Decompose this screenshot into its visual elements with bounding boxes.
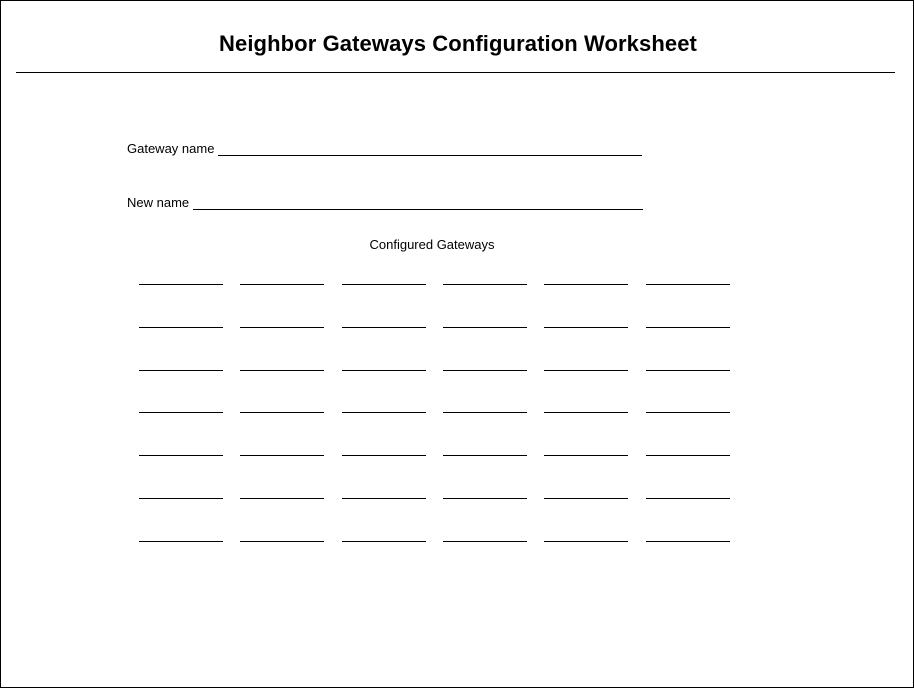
configured-gateway-blank[interactable] [443, 412, 527, 413]
gateway-name-blank[interactable] [218, 155, 642, 156]
new-name-label: New name [127, 195, 190, 210]
configured-gateway-blank[interactable] [240, 370, 324, 371]
configured-gateway-blank[interactable] [139, 541, 223, 542]
configured-gateway-blank[interactable] [443, 327, 527, 328]
title-divider [16, 72, 895, 73]
configured-gateways-heading: Configured Gateways [369, 237, 495, 252]
configured-gateway-blank[interactable] [240, 498, 324, 499]
configured-gateway-blank[interactable] [646, 455, 730, 456]
configured-gateway-blank[interactable] [646, 327, 730, 328]
configured-gateway-blank[interactable] [342, 284, 426, 285]
configured-gateway-blank[interactable] [342, 412, 426, 413]
configured-gateway-blank[interactable] [544, 412, 628, 413]
configured-gateway-blank[interactable] [342, 498, 426, 499]
configured-gateway-blank[interactable] [544, 455, 628, 456]
configured-gateway-blank[interactable] [240, 541, 324, 542]
gateway-name-label: Gateway name [127, 141, 215, 156]
configured-gateway-blank[interactable] [443, 455, 527, 456]
configured-gateway-blank[interactable] [342, 327, 426, 328]
new-name-blank[interactable] [193, 209, 643, 210]
configured-gateway-blank[interactable] [544, 284, 628, 285]
gateway-name-row [127, 141, 642, 157]
configured-gateway-blank[interactable] [646, 541, 730, 542]
configured-gateway-blank[interactable] [544, 541, 628, 542]
configured-gateway-blank[interactable] [139, 327, 223, 328]
configured-gateway-blank[interactable] [240, 284, 324, 285]
configured-gateway-blank[interactable] [240, 455, 324, 456]
configured-gateway-blank[interactable] [240, 327, 324, 328]
configured-gateway-blank[interactable] [443, 284, 527, 285]
configured-gateway-blank[interactable] [646, 412, 730, 413]
configured-gateway-blank[interactable] [544, 498, 628, 499]
configured-gateway-blank[interactable] [342, 541, 426, 542]
configured-gateway-blank[interactable] [443, 541, 527, 542]
configured-gateway-blank[interactable] [342, 370, 426, 371]
new-name-row [127, 195, 643, 211]
configured-gateway-blank[interactable] [544, 370, 628, 371]
configured-gateway-blank[interactable] [139, 370, 223, 371]
configured-gateway-blank[interactable] [646, 284, 730, 285]
configured-gateway-blank[interactable] [646, 370, 730, 371]
configured-gateway-blank[interactable] [139, 455, 223, 456]
configured-gateway-blank[interactable] [443, 498, 527, 499]
configured-gateway-blank[interactable] [139, 498, 223, 499]
configured-gateway-blank[interactable] [240, 412, 324, 413]
configured-gateway-blank[interactable] [646, 498, 730, 499]
worksheet-title: Neighbor Gateways Configuration Worksheet [219, 31, 697, 56]
configured-gateway-blank[interactable] [342, 455, 426, 456]
configured-gateway-blank[interactable] [139, 284, 223, 285]
configured-gateway-blank[interactable] [544, 327, 628, 328]
configured-gateway-blank[interactable] [443, 370, 527, 371]
configured-gateway-blank[interactable] [139, 412, 223, 413]
